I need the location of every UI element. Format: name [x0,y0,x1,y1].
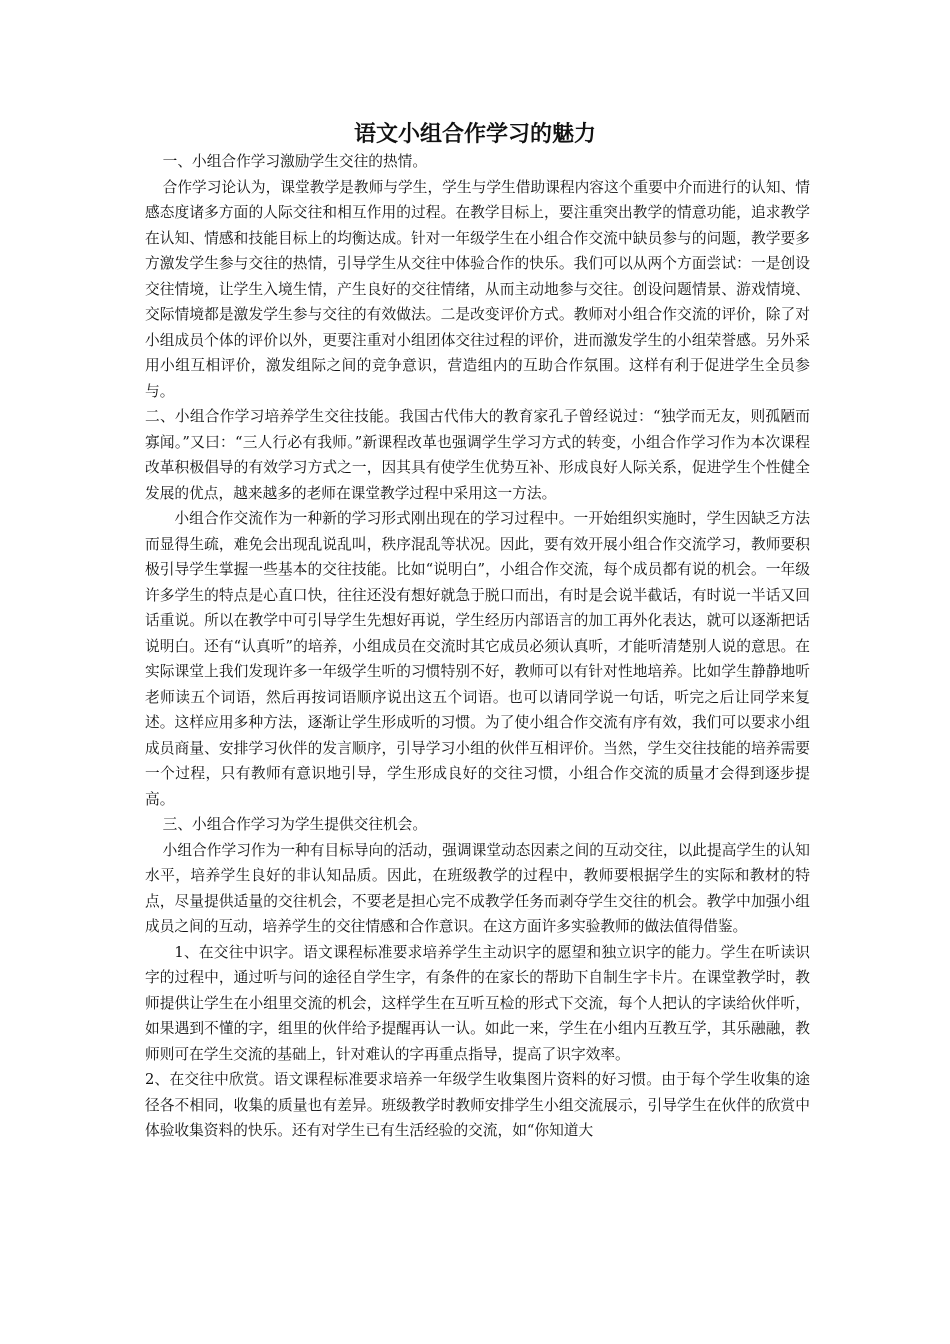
document-title: 语文小组合作学习的魅力 [353,121,596,147]
body-paragraph: 小组合作交流作为一种新的学习形式刚出现在的学习过程中。一开始组织实施时，学生因缺乏方法而显得生疏，难免会出现乱说乱叫，秩序混乱等状况。因此，要有效开展小组合作交流学习，教师要积极引导学生掌握一些基本的交往技能。比如“说明白”，小组合作交流，每个成员都有说的机会。一年级许多学生的特点是心直口快，往往还没有想好就急于脱口而出，有时是会说半截话，有时说一半话又回话重说。所以在教学中可引导学生先想好再说，学生经历内部语言的加工再外化表达，就可以逐渐把话说明白。还有“认真听”的培养，小组成员在交流时其它成员必须认真听，才能听清楚别人说的意思。在实际课堂上我们发现许多一年级学生听的习惯特别不好，教师可以有针对性地培养。比如学生静静地听老师读五个词语，然后再按词语顺序说出这五个词语。也可以请同学说一句话，听完之后让同学来复述。这样应用多种方法，逐渐让学生形成听的习惯。为了使小组合作交流有序有效，我们可以要求小组成员商量、安排学习伙伴的发言顺序，引导学习小组的伙伴互相评价。当然，学生交往技能的培养需要一个过程，只有教师有意识地引导，学生形成良好的交往习惯，小组合作交流的质量才会得到逐步提高。 [145,510,810,808]
document-body [145,149,810,1144]
section-heading: 一、小组合作学习激励学生交往的热情。 [162,153,428,170]
body-paragraph: 合作学习论认为，课堂教学是教师与学生，学生与学生借助课程内容这个重要中介而进行的认知、情感态度诸多方面的人际交往和相互作用的过程。在教学目标上，要注重突出教学的情意功能，追求教学在认知、情感和技能目标上的均衡达成。针对一年级学生在小组合作交流中缺员参与的问题，教学要多方激发学生参与交往的热情，引导学生从交往中体验合作的快乐。我们可以从两个方面尝试：一是创设交往情境，让学生入境生情，产生良好的交往情绪，从而主动地参与交往。创设问题情景、游戏情境、交际情境都是激发学生参与交往的有效做法。二是改变评价方式。教师对小组合作交流的评价，除了对小组成员个体的评价以外，更要注重对小组团体交往过程的评价，进而激发学生的小组荣誉感。另外采用小组互相评价，激发组际之间的竞争意识，营造组内的互助合作氛围。这样有利于促进学生全员参与。 [145,178,810,400]
section-heading: 三、小组合作学习为学生提供交往机会。 [162,816,428,833]
body-paragraph: 小组合作学习作为一种有目标导向的活动，强调课堂动态因素之间的互动交往，以此提高学生的认知水平，培养学生良好的非认知品质。因此，在班级教学的过程中，教师要根据学生的实际和教材的特点，尽量提供适量的交往机会，不要老是担心完不成教学任务而剥夺学生交往的机会。教学中加强小组成员之间的互动，培养学生的交往情感和合作意识。在这方面许多实验教师的做法值得借鉴。 [145,841,810,935]
body-paragraph: 2、在交往中欣赏。语文课程标准要求培养一年级学生收集图片资料的好习惯。由于每个学生收集的途径各不相同，收集的质量也有差异。班级教学时教师安排学生小组交流展示，引导学生在伙伴的欣赏中体验收集资料的快乐。还有对学生已有生活经验的交流，如“你知道大 [145,1071,810,1139]
section-heading-paragraph: 二、小组合作学习培养学生交往技能。我国古代伟大的教育家孔子曾经说过：“独学而无友，则孤陋而寡闻。”又曰：“三人行必有我师。”新课程改革也强调学生学习方式的转变，小组合作学习作为本次课程改革积极倡导的有效学习方式之一，因其具有使学生优势互补、形成良好人际关系，促进学生个性健全发展的优点，越来越多的老师在课堂教学过程中采用这一方法。 [145,408,810,502]
body-paragraph: 1、在交往中识字。语文课程标准要求培养学生主动识字的愿望和独立识字的能力。学生在听读识字的过程中，通过听与问的途径自学生字，有条件的在家长的帮助下自制生字卡片。在课堂教学时，教师提供让学生在小组里交流的机会，这样学生在互听互检的形式下交流，每个人把认的字读给伙伴听，如果遇到不懂的字，组里的伙伴给予提醒再认一认。如此一来，学生在小组内互教互学，其乐融融，教师则可在学生交流的基础上，针对难认的字再重点指导，提高了识字效率。 [145,943,810,1063]
